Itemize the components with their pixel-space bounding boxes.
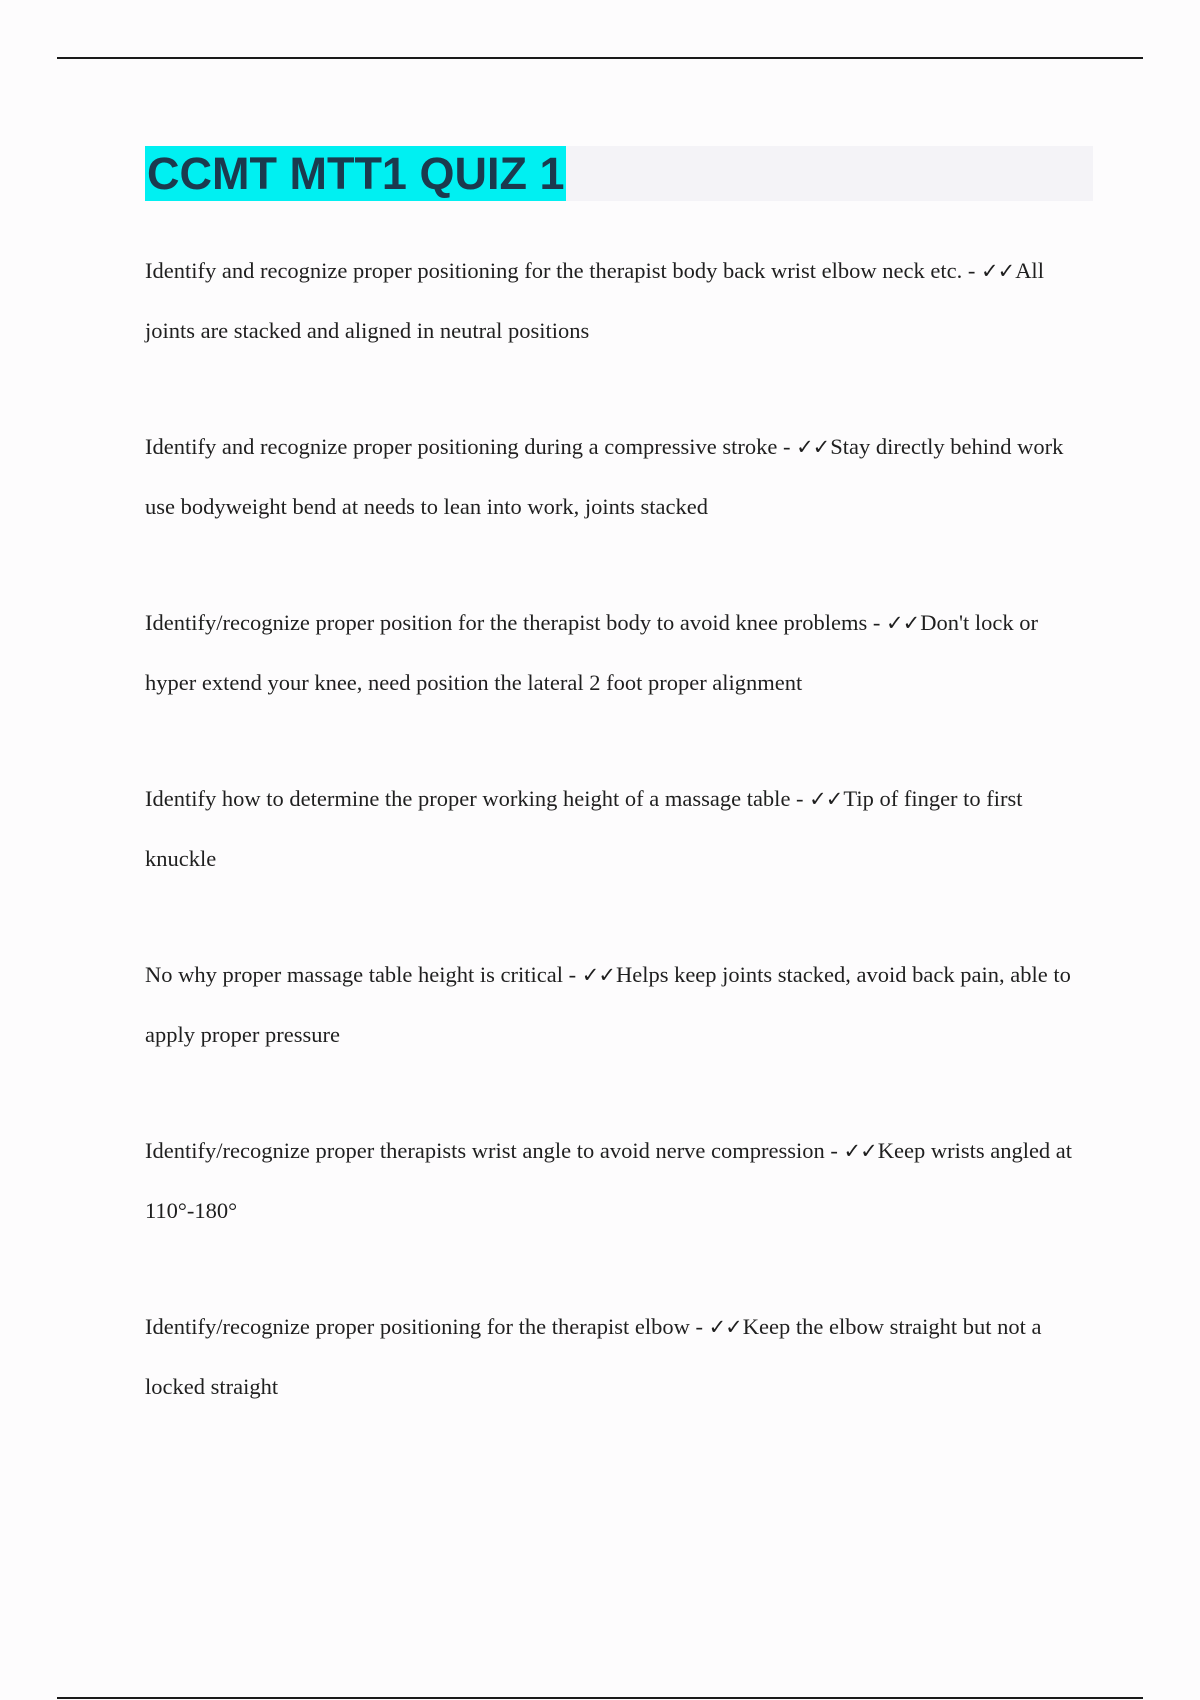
double-check-icon: ✓✓	[708, 1315, 742, 1339]
double-check-icon: ✓✓	[843, 1139, 877, 1163]
qa-item	[145, 945, 1090, 1065]
question-text: Identify/recognize proper positioning for the therapist elbow -	[145, 1314, 703, 1339]
question-text: Identify/recognize proper position for the therapist body to avoid knee problems -	[145, 610, 881, 635]
answer-text: Stay directly behind work use bodyweight bend at needs to lean into work, joints stacked	[145, 434, 1064, 519]
qa-item	[145, 417, 1090, 537]
double-check-icon: ✓✓	[796, 435, 830, 459]
question-text: Identify and recognize proper positioning during a compressive stroke -	[145, 434, 791, 459]
qa-list	[145, 241, 1090, 1473]
bottom-rule	[57, 1697, 1143, 1699]
answer-text: Keep the elbow straight but not a locked straight	[145, 1314, 1042, 1399]
qa-item	[145, 241, 1090, 361]
question-text: Identify/recognize proper therapists wrist angle to avoid nerve compression -	[145, 1138, 838, 1163]
qa-item	[145, 593, 1090, 713]
page-title: CCMT MTT1 QUIZ 1	[147, 148, 565, 199]
question-text: Identify how to determine the proper working height of a massage table -	[145, 786, 804, 811]
double-check-icon: ✓✓	[581, 963, 615, 987]
qa-item	[145, 1297, 1090, 1417]
answer-text: Keep wrists angled at 110°-180°	[145, 1138, 1073, 1223]
qa-item	[145, 769, 1090, 889]
double-check-icon: ✓✓	[886, 611, 920, 635]
answer-text: Don't lock or hyper extend your knee, need position the lateral 2 foot proper alignment	[145, 610, 1039, 695]
answer-text: Tip of finger to first knuckle	[145, 786, 1023, 871]
question-text: No why proper massage table height is critical -	[145, 962, 577, 987]
question-text: Identify and recognize proper positioning for the therapist body back wrist elbow neck etc. -	[145, 258, 976, 283]
double-check-icon: ✓✓	[809, 787, 843, 811]
answer-text: All joints are stacked and aligned in neutral positions	[145, 258, 1044, 343]
qa-item	[145, 1121, 1090, 1241]
double-check-icon: ✓✓	[980, 259, 1015, 283]
top-rule	[57, 57, 1143, 59]
answer-text: Helps keep joints stacked, avoid back pain, able to apply proper pressure	[145, 962, 1071, 1047]
